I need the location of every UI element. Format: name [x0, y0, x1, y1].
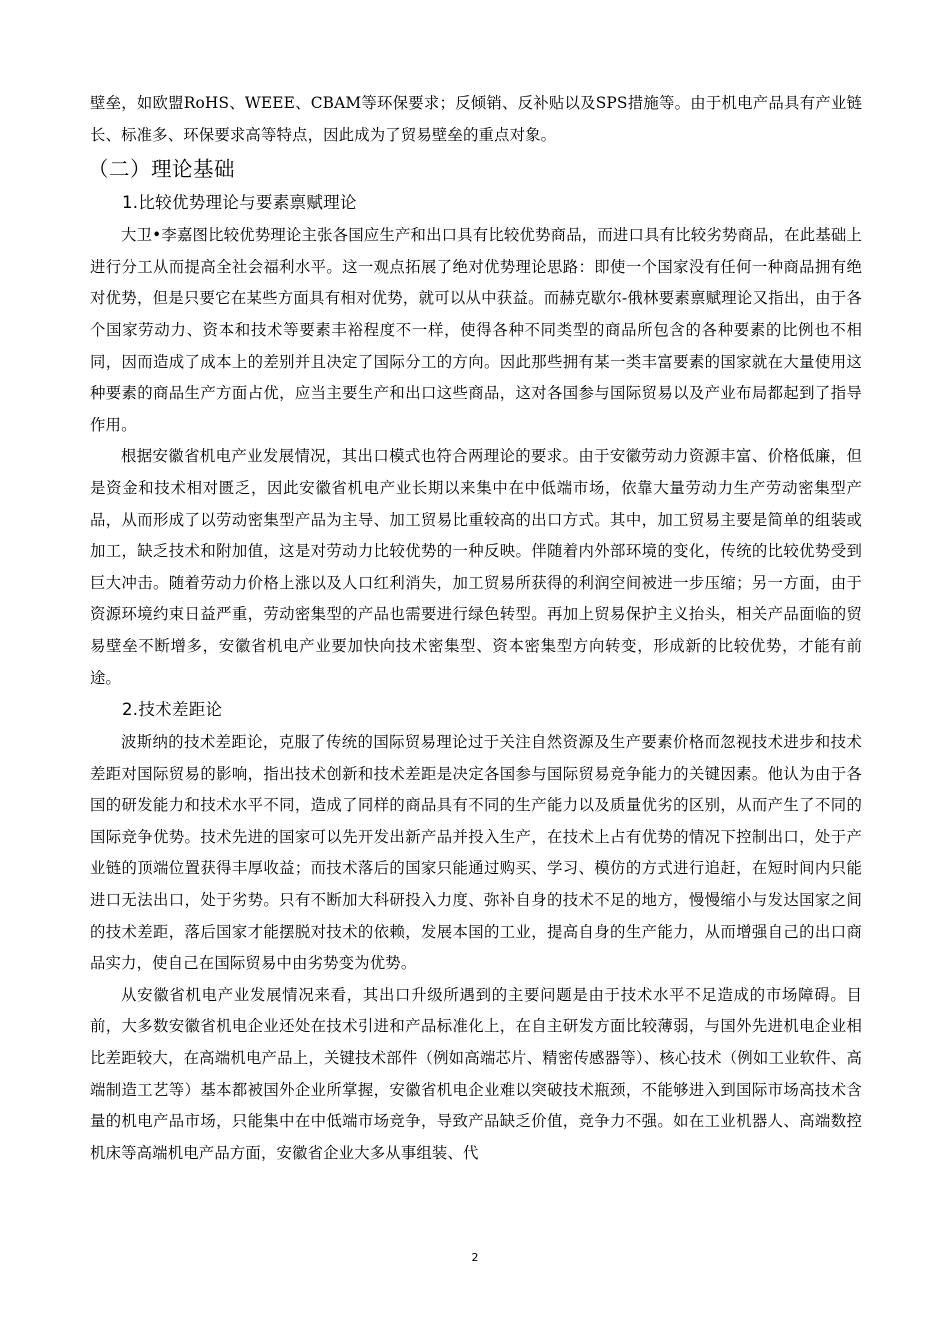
subsection-heading-technology-gap: 2.技术差距论 [122, 700, 223, 720]
body-paragraph: 波斯纳的技术差距论，克服了传统的国际贸易理论过于关注自然资源及生产要素价格而忽视技术进步和技术差距对国际贸易的影响，指出技术创新和技术差距是决定各国参与国际贸易竞争能力的关键因素。他认为由于各国的研发能力和技术水平不同，造成了同样的商品具有不同的生产能力以及质量优劣的区别，从而产生了不同的国际竞争优势。技术先进的国家可以先开发出新产品并投入生产，在技术上占有优势的情况下控制出口，处于产业链的顶端位置获得丰厚收益；而技术落后的国家只能通过购买、学习、模仿的方式进行追赶，在短时间内只能进口无法出口，处于劣势。只有不断加大科研投入力度、弥补自身的技术不足的地方，慢慢缩小与发达国家之间的技术差距，落后国家才能摆脱对技术的依赖，发展本国的工业，提高自身的生产能力，从而增强自己的出口商品实力，使自己在国际贸易中由劣势变为优势。 [90, 733, 862, 973]
page-number: 2 [471, 1251, 479, 1264]
body-paragraph: 大卫•李嘉图比较优势理论主张各国应生产和出口具有比较优势商品，而进口具有比较劣势商品，在此基础上进行分工从而提高全社会福利水平。这一观点拓展了绝对优势理论思路：即使一个国家没有任何一种商品拥有绝对优势，但是只要它在某些方面具有相对优势，就可以从中获益。而赫克歇尔-俄林要素禀赋理论又指出，由于各个国家劳动力、资本和技术等要素丰裕程度不一样，使得各种不同类型的商品所包含的各种要素的比例也不相同，因而造成了成本上的差别并且决定了国际分工的方向。因此那些拥有某一类丰富要素的国家就在大量使用这种要素的商品生产方面占优，应当主要生产和出口这些商品，这对各国参与国际贸易以及产业布局都起到了指导作用。 [90, 226, 862, 434]
page-content [90, 88, 862, 1169]
section-heading: （二）理论基础 [88, 157, 235, 182]
body-paragraph: 根据安徽省机电产业发展情况，其出口模式也符合两理论的要求。由于安徽劳动力资源丰富、价格低廉，但是资金和技术相对匮乏，因此安徽省机电产业长期以来集中在中低端市场，依靠大量劳动力生产劳动密集型产品，从而形成了以劳动密集型产品为主导、加工贸易比重较高的出口方式。其中，加工贸易主要是简单的组装或加工，缺乏技术和附加值，这是对劳动力比较优势的一种反映。伴随着内外部环境的变化，传统的比较优势受到巨大冲击。随着劳动力价格上涨以及人口红利消失，加工贸易所获得的利润空间被进一步压缩；另一方面，由于资源环境约束日益严重，劳动密集型的产品也需要进行绿色转型。再加上贸易保护主义抬头，相关产品面临的贸易壁垒不断增多，安徽省机电产业要加快向技术密集型、资本密集型方向转变，形成新的比较优势，才能有前途。 [90, 447, 862, 687]
subsection-heading-comparative-advantage: 1.比较优势理论与要素禀赋理论 [122, 193, 357, 213]
body-paragraph: 从安徽省机电产业发展情况来看，其出口升级所遇到的主要问题是由于技术水平不足造成的市场障碍。目前，大多数安徽省机电企业还处在技术引进和产品标准化上，在自主研发方面比较薄弱，与国外先进机电企业相比差距较大，在高端机电产品上，关键技术部件（例如高端芯片、精密传感器等）、核心技术（例如工业软件、高端制造工艺等）基本都被国外企业所掌握，安徽省机电企业难以突破技术瓶颈，不能够进入到国际市场高技术含量的机电产品市场，只能集中在中低端市场竞争，导致产品缺乏价值，竞争力不强。如在工业机器人、高端数控机床等高端机电产品方面，安徽省企业大多从事组装、代 [90, 985, 862, 1162]
intro-paragraph: 壁垒，如欧盟RoHS、WEEE、CBAM等环保要求；反倾销、反补贴以及SPS措施等。由于机电产品具有产业链长、标准多、环保要求高等特点，因此成为了贸易壁垒的重点对象。 [90, 94, 862, 144]
